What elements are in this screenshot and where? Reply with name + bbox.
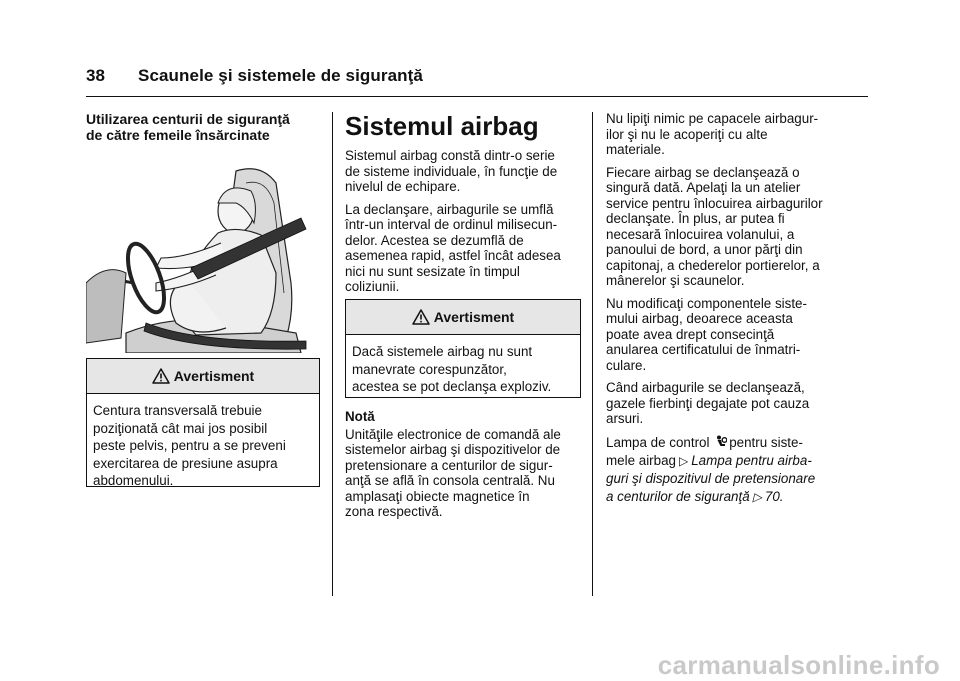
column-divider-1 (332, 112, 333, 596)
watermark: carmanualsonline.info (657, 650, 940, 680)
warning-title: Avertisment (433, 309, 515, 325)
chapter-title: Scaunele şi sistemele de siguranţă (138, 66, 423, 85)
airbag-lamp-icon (715, 435, 727, 449)
section-title: Sistemul airbag (345, 111, 539, 141)
paragraph: Fiecare airbag se declanşează o singură dată. Apelaţi la un atelier service pentru înlocuirea airbagurilor declanşate. În plus, ar putea fi necesară înlocuirea volanului, a panoului de bord, a unor părţi din capitonaj, a chederelor portierelor, a mânerelor şi scaunelor. (606, 164, 823, 288)
paragraph: Sistemul airbag constă dintr-o serie de sisteme individuale, în funcţie de nivelul de echipare. (345, 148, 558, 194)
header-rule (86, 96, 868, 97)
pregnant-woman-seatbelt-illustration (86, 163, 319, 353)
warning-title: Avertisment (173, 368, 255, 384)
warning-triangle-icon (412, 309, 430, 325)
warning-text: Centura transversală trebuie poziţionată cât mai jos posibil peste pelvis, pentru a se preveni exercitarea de presiune asupra abdomenului. (93, 403, 286, 488)
column-2 (345, 111, 581, 302)
column-1 (86, 111, 320, 143)
note-text: Unităţile electronice de comandă ale sistemelor airbag şi dispozitivelor de pretensionare a centurilor de sigur- anţă se află în consola centrală. Nu amplasaţi obiecte magnetice în zona respectivă. (345, 426, 561, 519)
cross-reference-arrow-icon: ▷ (678, 453, 689, 468)
page-ref-arrow-icon: ▷ (752, 489, 762, 504)
warning-header (87, 359, 319, 394)
section-subheading: Utilizarea centurii de siguranţă de către femeile însărcinate (86, 111, 290, 143)
cross-reference-link[interactable]: Lampa pentru airba- guri şi dispozitivul de pretensionare a centurilor de siguranţă ▷ 70. (606, 452, 816, 504)
paragraph: Nu modificaţi componentele siste- mului airbag, deoarece aceasta poate avea drept consecinţă anularea certificatului de înmatri- culare. (606, 295, 807, 373)
warning-header (346, 300, 580, 335)
paragraph-control-lamp: Lampa de control pentru siste- mele airbag ▷ Lampa pentru airba- guri şi dispozitivul de pretensionare a centurilor de siguranţă ▷ 70. (606, 434, 816, 504)
paragraph: Când airbagurile se declanşează, gazele fierbinţi degajate pot cauza arsuri. (606, 380, 810, 426)
column-divider-2 (592, 112, 593, 596)
column-3 (606, 111, 868, 513)
warning-triangle-icon (152, 368, 170, 384)
page-header (86, 66, 868, 86)
warning-text: Dacă sistemele airbag nu sunt manevrate corespunzător, acestea se pot declanşa exploziv. (352, 344, 552, 394)
note-block (345, 409, 581, 527)
paragraph: La declanşare, airbagurile se umflă într-un interval de ordinul milisecun- delor. Acestea se dezumflă de asemenea rapid, astfel încât adesea nici nu sunt sesizate în timpul coliziunii. (345, 201, 561, 294)
page-reference: 70. (764, 488, 784, 504)
note-title: Notă (345, 409, 375, 424)
warning-box-airbag (345, 299, 581, 398)
paragraph: Nu lipiţi nimic pe capacele airbagur- ilor şi nu le acoperiţi cu alte materiale. (606, 111, 819, 157)
page-number: 38 (86, 66, 106, 85)
warning-box-pregnancy (86, 358, 320, 487)
